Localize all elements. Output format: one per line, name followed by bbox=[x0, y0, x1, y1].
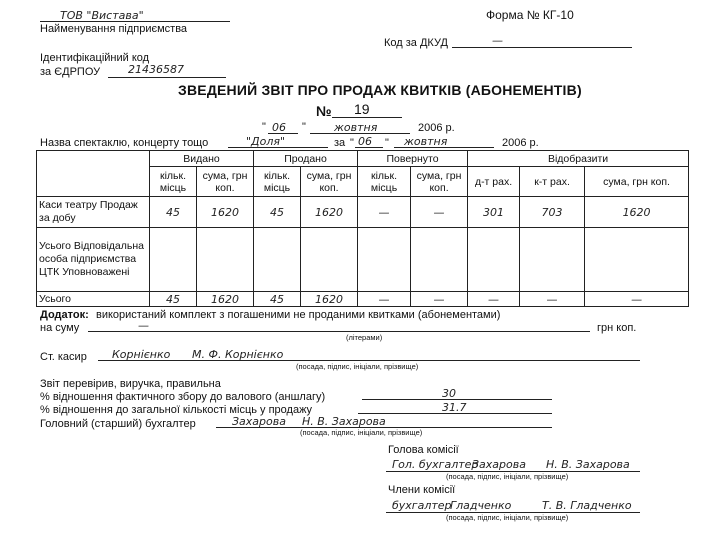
date2-year: 2006 р. bbox=[502, 137, 539, 149]
table-cell bbox=[585, 228, 689, 292]
cashier-label: Ст. касир bbox=[40, 351, 87, 363]
enterprise-label: Найменування підприємства bbox=[40, 23, 188, 35]
cashier-signature: Корнієнко bbox=[112, 348, 171, 361]
date1-day-underline bbox=[268, 133, 298, 134]
group-sold: Продано bbox=[254, 151, 358, 167]
table-cell: 1620 bbox=[585, 197, 689, 228]
row-label-total: Усього bbox=[37, 292, 150, 307]
report-table bbox=[36, 150, 689, 307]
addendum-sum-underline bbox=[88, 331, 590, 332]
table-cell bbox=[468, 228, 520, 292]
date1-day: 06 bbox=[272, 121, 286, 134]
table-cell: — bbox=[585, 292, 689, 307]
performance-value: "Доля" bbox=[246, 135, 286, 148]
cashier-caption: (посада, підпис, ініціали, прізвище) bbox=[296, 362, 419, 371]
form-number: Форма № КГ-10 bbox=[486, 8, 574, 22]
table-cell: 703 bbox=[520, 197, 585, 228]
subheader-issued-sum: сума, грн коп. bbox=[197, 167, 254, 197]
subheader-returned-sum: сума, грн коп. bbox=[411, 167, 468, 197]
report-number-label: № bbox=[316, 103, 332, 119]
enterprise-name-value: ТОВ "Вистава" bbox=[60, 9, 144, 22]
cashier-name: М. Ф. Корнієнко bbox=[192, 348, 284, 361]
addendum-sum-label: на суму bbox=[40, 322, 80, 334]
dkud-value: — bbox=[492, 34, 503, 47]
subheader-sold-qty: кільк. місць bbox=[254, 167, 301, 197]
table-cell bbox=[197, 228, 254, 292]
table-cell bbox=[358, 228, 411, 292]
table-cell: 1620 bbox=[301, 292, 358, 307]
table-cell: 301 bbox=[468, 197, 520, 228]
report-number-value: 19 bbox=[354, 101, 370, 117]
table-cell: — bbox=[411, 197, 468, 228]
date1-year: 2006 р. bbox=[418, 122, 455, 134]
subheader-debit-account: д-т рах. bbox=[468, 167, 520, 197]
id-code-label-1: Ідентифікаційний код bbox=[40, 52, 150, 64]
pct-seats-label: % відношення до загальної кількості місць у продажу bbox=[40, 404, 313, 416]
subheader-credit-account: к-т рах. bbox=[520, 167, 585, 197]
group-record: Відобразити bbox=[468, 151, 689, 167]
performance-label: Назва спектаклю, концерту тощо bbox=[40, 137, 209, 149]
table-cell: 45 bbox=[254, 197, 301, 228]
dkud-label: Код за ДКУД bbox=[384, 37, 448, 49]
table-cell: 1620 bbox=[301, 197, 358, 228]
table-corner-cell bbox=[37, 151, 150, 197]
commission-member-name: Т. В. Гладченко bbox=[542, 499, 632, 512]
date2-day: 06 bbox=[358, 135, 372, 148]
date2-month-underline bbox=[394, 147, 494, 148]
addendum-label: Додаток: bbox=[40, 309, 89, 321]
date1-quote-close: " bbox=[302, 121, 306, 133]
pct-seats-underline bbox=[358, 413, 552, 414]
commission-head-signature: Захарова bbox=[472, 458, 526, 471]
table-cell: 1620 bbox=[197, 197, 254, 228]
table-cell: 45 bbox=[150, 197, 197, 228]
subheader-record-sum: сума, грн коп. bbox=[585, 167, 689, 197]
enterprise-underline bbox=[40, 21, 230, 22]
accountant-caption: (посада, підпис, ініціали, прізвище) bbox=[300, 428, 423, 437]
performance-underline bbox=[228, 147, 328, 148]
date1-quote-open: " bbox=[262, 121, 266, 133]
report-number-underline bbox=[332, 117, 402, 118]
table-cell: — bbox=[520, 292, 585, 307]
for-label: за bbox=[334, 137, 346, 149]
id-code-underline bbox=[108, 77, 226, 78]
subheader-returned-qty: кільк. місць bbox=[358, 167, 411, 197]
commission-member-caption: (посада, підпис, ініціали, прізвище) bbox=[446, 513, 569, 522]
pct-gross-underline bbox=[362, 399, 552, 400]
commission-member-signature: Гладченко bbox=[450, 499, 512, 512]
table-row bbox=[37, 228, 689, 292]
row-label-box-office: Каси театру Продаж за добу bbox=[37, 197, 150, 228]
table-cell bbox=[520, 228, 585, 292]
date2-day-underline bbox=[355, 147, 383, 148]
subheader-issued-qty: кільк. місць bbox=[150, 167, 197, 197]
date2-quote-open: " bbox=[350, 137, 354, 149]
addendum-words-caption: (літерами) bbox=[346, 333, 383, 342]
date1-month-underline bbox=[310, 133, 410, 134]
table-cell: — bbox=[358, 292, 411, 307]
date1-month: жовтня bbox=[334, 121, 378, 134]
id-code-label-2: за ЄДРПОУ bbox=[40, 66, 101, 78]
subheader-sold-sum: сума, грн коп. bbox=[301, 167, 358, 197]
group-issued: Видано bbox=[150, 151, 254, 167]
table-cell bbox=[150, 228, 197, 292]
id-code-value: 21436587 bbox=[128, 63, 184, 76]
date2-quote-close: " bbox=[385, 137, 389, 149]
table-row bbox=[37, 197, 689, 228]
addendum-sum-value: — bbox=[138, 319, 149, 332]
commission-head-position: Гол. бухгалтер bbox=[392, 458, 479, 471]
accountant-signature: Захарова bbox=[232, 415, 286, 428]
commission-head-label: Голова комісії bbox=[388, 444, 459, 456]
dkud-underline bbox=[452, 47, 632, 48]
table-row bbox=[37, 292, 689, 307]
commission-members-label: Члени комісії bbox=[388, 484, 456, 496]
table-cell: 45 bbox=[254, 292, 301, 307]
table-cell bbox=[301, 228, 358, 292]
addendum-sum-unit: грн коп. bbox=[597, 322, 637, 334]
commission-head-caption: (посада, підпис, ініціали, прізвище) bbox=[446, 472, 569, 481]
table-cell: — bbox=[411, 292, 468, 307]
date2-month: жовтня bbox=[404, 135, 448, 148]
cashier-underline bbox=[98, 360, 640, 361]
table-cell: — bbox=[468, 292, 520, 307]
commission-member-position: бухгалтер bbox=[392, 499, 452, 512]
accountant-label: Головний (старший) бухгалтер bbox=[40, 418, 196, 430]
table-cell bbox=[411, 228, 468, 292]
report-title: ЗВЕДЕНИЙ ЗВІТ ПРО ПРОДАЖ КВИТКІВ (АБОНЕМЕНТІВ) bbox=[178, 82, 582, 98]
accountant-name: Н. В. Захарова bbox=[302, 415, 386, 428]
commission-head-name: Н. В. Захарова bbox=[546, 458, 630, 471]
check-line: Звіт перевірив, виручка, правильна bbox=[40, 378, 221, 390]
table-cell: — bbox=[358, 197, 411, 228]
pct-gross-label: % відношення фактичного збору до валового (аншлагу) bbox=[40, 391, 326, 403]
pct-seats-value: 31.7 bbox=[442, 401, 467, 414]
table-cell: 45 bbox=[150, 292, 197, 307]
pct-gross-value: 30 bbox=[442, 387, 456, 400]
table-cell: 1620 bbox=[197, 292, 254, 307]
row-label-responsible: Усього Відповідальна особа підприємства ЦТК Уповноважені bbox=[37, 228, 150, 292]
addendum-text: використаний комплект з погашеними не проданими квитками (абонементами) bbox=[96, 309, 501, 321]
table-cell bbox=[254, 228, 301, 292]
group-returned: Повернуто bbox=[358, 151, 468, 167]
